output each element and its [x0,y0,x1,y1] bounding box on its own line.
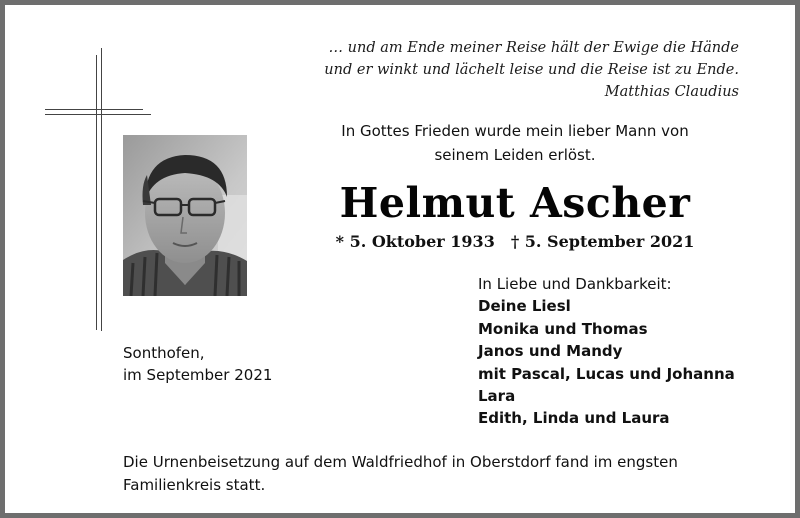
quote-block [179,37,739,103]
place-line-1: Sonthofen, [123,344,205,362]
intro-text [295,119,735,167]
mourners-block [478,273,778,430]
mourner-name: Deine Liesl [478,297,571,316]
place-and-date [123,342,323,386]
portrait-photo [123,135,247,296]
quote-line-2: und er winkt und lächelt leise und die Reise ist zu Ende. [324,62,739,78]
quote-author: Matthias Claudius [604,84,739,100]
place-line-2: im September 2021 [123,366,273,384]
closing-note: Die Urnenbeisetzung auf dem Waldfriedhof in Oberstdorf fand im engsten Familienkreis statt. [123,453,678,494]
birth-date: * 5. Oktober 1933 [335,232,495,251]
mourner-name: Monika und Thomas [478,319,648,338]
mourner-name: mit Pascal, Lucas und Johanna [478,364,735,383]
mourner-name: Edith, Linda und Laura [478,409,670,428]
mourners-heading: In Liebe und Dankbarkeit: [478,275,672,293]
intro-line-2: seinem Leiden erlöst. [434,146,596,164]
mourner-name: Lara [478,387,516,406]
quote-line-1: … und am Ende meiner Reise hält der Ewige die Hände [328,40,739,56]
intro-line-1: In Gottes Frieden wurde mein lieber Mann von [341,122,689,140]
mourner-name: Janos und Mandy [478,342,623,361]
death-date: † 5. September 2021 [510,232,695,251]
mourners-list [478,295,778,429]
deceased-name: Helmut Ascher [339,179,691,227]
life-dates [295,231,735,253]
